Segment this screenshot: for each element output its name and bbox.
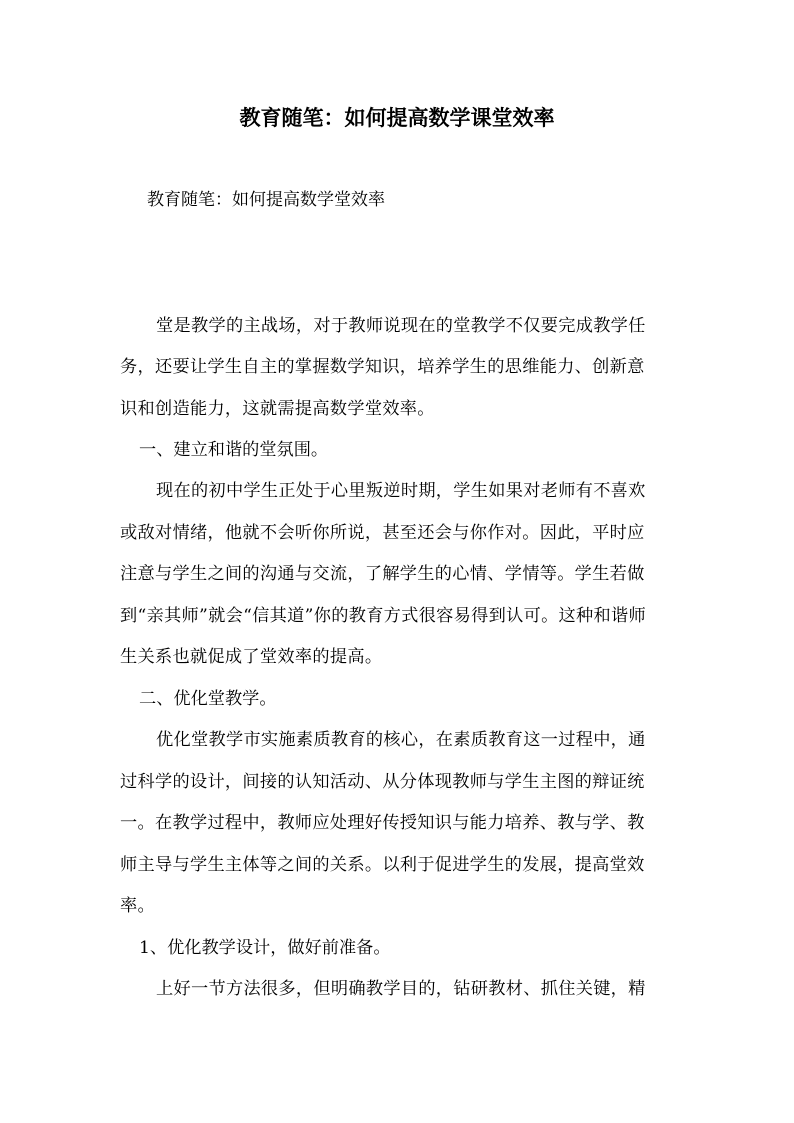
paragraph-3-line-4: 师主导与学生主体等之间的关系。以利于促进学生的发展，提高堂效: [120, 855, 645, 875]
paragraph-1-line-3: 识和创造能力，这就需提高数学堂效率。: [120, 399, 435, 419]
paragraph-3-line-2: 过科学的设计，间接的认知活动、从分体现教师与学生主图的辩证统: [120, 772, 645, 792]
paragraph-3-line-1: 优化堂教学市实施素质教育的核心，在素质教育这一过程中，通: [156, 730, 646, 750]
section-heading-3: 1、优化教学设计，做好前准备。: [139, 938, 391, 958]
document-title: 教育随笔：如何提高数学课堂效率: [239, 105, 555, 130]
paragraph-2-line-4: 到“亲其师”就会“信其道”你的教育方式很容易得到认可。这种和谐师: [120, 606, 646, 626]
document-subtitle: 教育随笔：如何提高数学堂效率: [147, 190, 385, 210]
paragraph-1-line-2: 务，还要让学生自主的掌握数学知识，培养学生的思维能力、创新意: [120, 357, 645, 377]
paragraph-2-line-2: 或敌对情绪，他就不会听你所说，甚至还会与你作对。因此，平时应: [120, 523, 645, 543]
paragraph-1-line-1: 堂是教学的主战场，对于教师说现在的堂教学不仅要完成教学任: [156, 316, 646, 336]
section-heading-1: 一、建立和谐的堂氛围。: [139, 440, 329, 460]
paragraph-2-line-3: 注意与学生之间的沟通与交流，了解学生的心情、学情等。学生若做: [120, 564, 645, 584]
paragraph-2-line-1: 现在的初中学生正处于心里叛逆时期，学生如果对老师有不喜欢: [156, 481, 646, 501]
section-heading-2: 二、优化堂教学。: [139, 689, 277, 709]
paragraph-4-line-1: 上好一节方法很多，但明确教学目的，钻研教材、抓住关键，精: [156, 979, 646, 999]
paragraph-3-line-5: 率。: [120, 896, 155, 916]
paragraph-2-line-5: 生关系也就促成了堂效率的提高。: [120, 647, 383, 667]
paragraph-3-line-3: 一。在教学过程中，教师应处理好传授知识与能力培养、教与学、教: [120, 813, 645, 833]
